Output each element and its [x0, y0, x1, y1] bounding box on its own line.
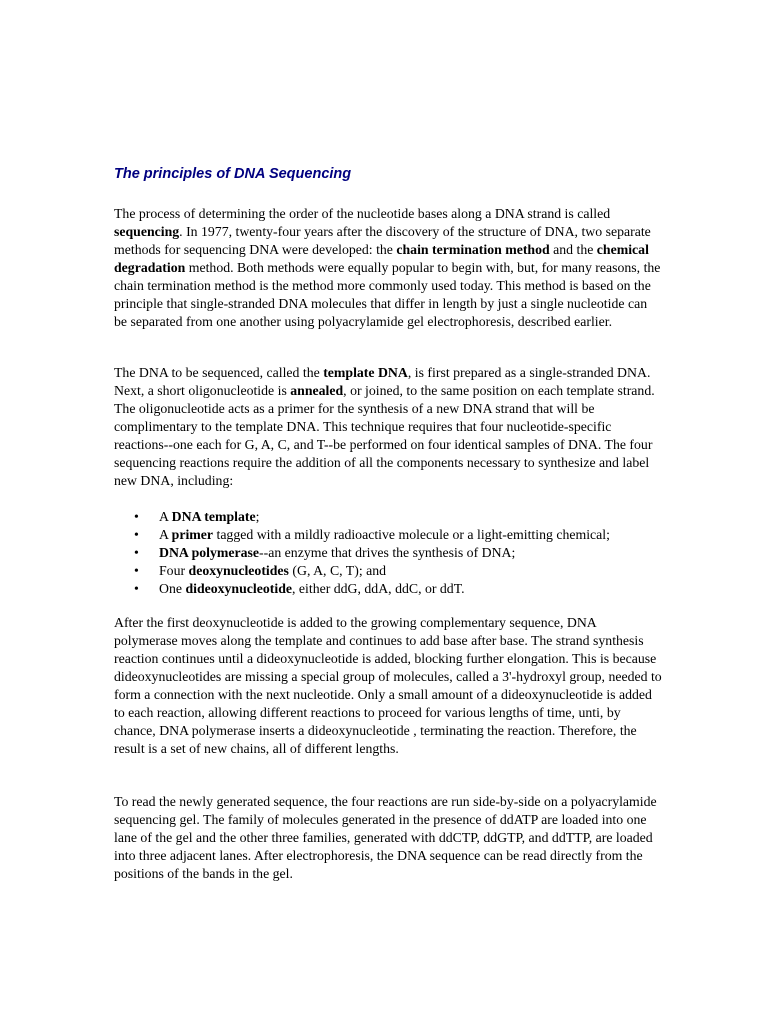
paragraph-reading-gel: To read the newly generated sequence, the four reactions are run side-by-side on a polyacrylamide sequencing gel. The family of molecules generated in the presence of ddATP are loaded into one lane of the gel and the other three families, generated with ddCTP, ddGTP, and ddTTP, are loaded into three adjacent lanes. After electrophoresis, the DNA sequence can be read directly from the positions of the bands in the gel. — [114, 794, 657, 881]
bold-term: chain termination method — [396, 242, 550, 257]
paragraph-intro: The process of determining the order of the nucleotide bases along a DNA strand is called sequencing. In 1977, twenty-four years after the discovery of the structure of DNA, two separate methods for sequencing DNA were developed: the chain termination method and the chemical degradation method. Both methods were equally popular to begin with, but, for many reasons, the chain termination method is the method more commonly used today. This method is based on the principle that single-stranded DNA molecules that differ in length by just a single nucleotide can be separated from one another using polyacrylamide gel electrophoresis, described earlier. — [114, 206, 661, 329]
list-item — [114, 562, 662, 580]
bullet-icon: • — [134, 563, 139, 578]
list-item-text: One dideoxynucleotide, either ddG, ddA, ddC, or ddT. — [159, 581, 465, 596]
bold-term: deoxynucleotides — [188, 563, 289, 578]
bold-term: DNA template — [171, 509, 256, 524]
list-item — [114, 544, 662, 562]
bold-term: DNA polymerase — [159, 545, 260, 560]
list-item-text: DNA polymerase--an enzyme that drives the synthesis of DNA; — [159, 545, 516, 560]
bullet-icon: • — [134, 545, 139, 560]
paragraph-template-dna: The DNA to be sequenced, called the template DNA, is first prepared as a single-stranded DNA. Next, a short oligonucleotide is annealed, or joined, to the same position on each template strand. The oligonucleotide acts as a primer for the synthesis of a new DNA strand that will be complimentary to the template DNA. This technique requires that four nucleotide-specific reactions--one each for G, A, C, and T--be performed on four identical samples of DNA. The four sequencing reactions require the addition of all the components necessary to synthesize and label new DNA, including: — [114, 365, 655, 488]
components-list — [114, 508, 662, 598]
bold-term: sequencing — [114, 224, 180, 239]
paragraph-chain-termination: After the first deoxynucleotide is added to the growing complementary sequence, DNA polymerase moves along the template and continues to add base after base. The strand synthesis reaction continues until a dideoxynucleotide is added, blocking further elongation. This is because dideoxynucleotides are missing a special group of molecules, called a 3'-hydroxyl group, needed to form a connection with the next nucleotide. Only a small amount of a dideoxynucleotide is added to each reaction, allowing different reactions to proceed for various lengths of time, unti, by chance, DNA polymerase inserts a dideoxynucleotide , terminating the reaction. Therefore, the result is a set of new chains, all of different lengths. — [114, 615, 662, 756]
list-item-text: Four deoxynucleotides (G, A, C, T); and — [159, 563, 387, 578]
bold-term: primer — [171, 527, 214, 542]
bullet-icon: • — [134, 527, 139, 542]
list-item-text: A DNA template; — [159, 509, 260, 524]
list-item-text: A primer tagged with a mildly radioactive molecule or a light-emitting chemical; — [159, 527, 610, 542]
bullet-icon: • — [134, 509, 139, 524]
list-item — [114, 580, 662, 598]
bold-term: annealed — [290, 383, 344, 398]
bold-term: dideoxynucleotide — [185, 581, 292, 596]
page-title: The principles of DNA Sequencing — [114, 166, 352, 182]
bold-term: template DNA — [323, 365, 408, 380]
list-item — [114, 526, 662, 544]
list-item — [114, 508, 662, 526]
bullet-icon: • — [134, 581, 139, 596]
bold-term: chemical degradation — [114, 242, 649, 275]
